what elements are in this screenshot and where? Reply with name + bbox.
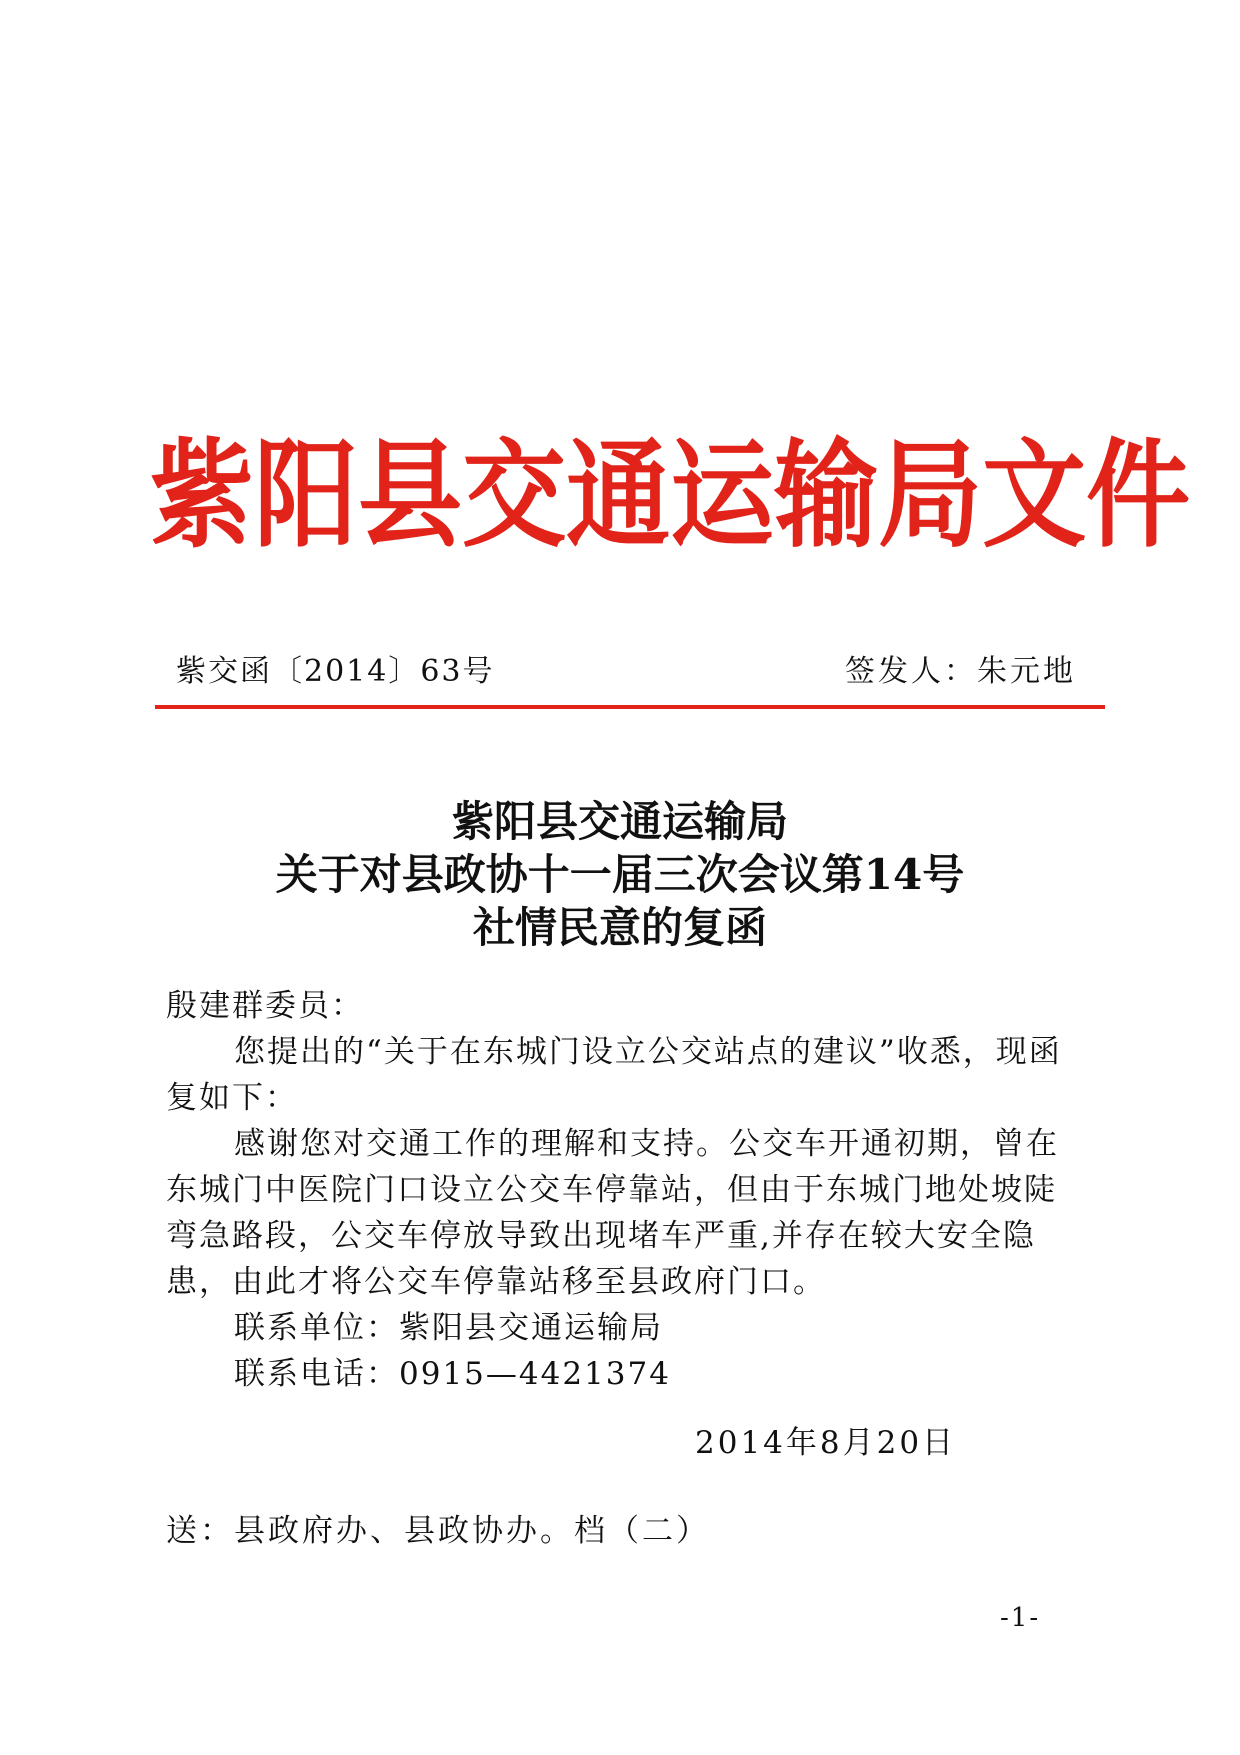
masthead-char: 通: [566, 426, 671, 564]
masthead-char: 阳: [254, 426, 359, 564]
body-paragraph-2: 感谢您对交通工作的理解和支持。公交车开通初期，曾在东城门中医院门口设立公交车停靠站，但由于东城门地处坡陡弯急路段，公交车停放导致出现堵车严重,并存在较大安全隐患，由此才将公交车停靠站移至县政府门口。: [166, 1126, 1059, 1300]
masthead-char: 交: [462, 426, 567, 564]
signer: 签发人：朱元地: [845, 654, 1076, 689]
document-date: 2014年8月20日: [695, 1425, 957, 1461]
copy-to: 送：县政府办、县政协办。档（二）: [166, 1513, 710, 1549]
body-paragraph-1: 您提出的“关于在东城门设立公交站点的建议”收悉，现函复如下：: [166, 1034, 1062, 1116]
masthead-char: 运: [670, 426, 775, 564]
page-number: -1-: [1000, 1603, 1041, 1633]
masthead-char: 县: [358, 426, 463, 564]
masthead-char: 局: [878, 426, 983, 564]
document-title: [150, 795, 1090, 954]
document-number: 紫交函〔2014〕63号: [176, 654, 495, 689]
salutation: 殷建群委员：: [166, 988, 364, 1024]
masthead-char: 件: [1086, 426, 1191, 564]
masthead-char: 文: [982, 426, 1087, 564]
title-line-3: 社情民意的复函: [472, 903, 767, 952]
masthead-char: 紫: [150, 426, 255, 564]
document-body: [166, 983, 1086, 1397]
red-divider-line: [155, 705, 1105, 709]
masthead-title: [150, 422, 1191, 568]
document-header-line: [176, 652, 1076, 692]
masthead-char: 输: [774, 426, 879, 564]
contact-unit: 联系单位：紫阳县交通运输局: [234, 1310, 663, 1346]
title-line-2: 关于对县政协十一届三次会议第14号: [275, 850, 965, 899]
title-line-1: 紫阳县交通运输局: [451, 797, 788, 846]
contact-phone: 联系电话：0915—4421374: [234, 1356, 671, 1392]
